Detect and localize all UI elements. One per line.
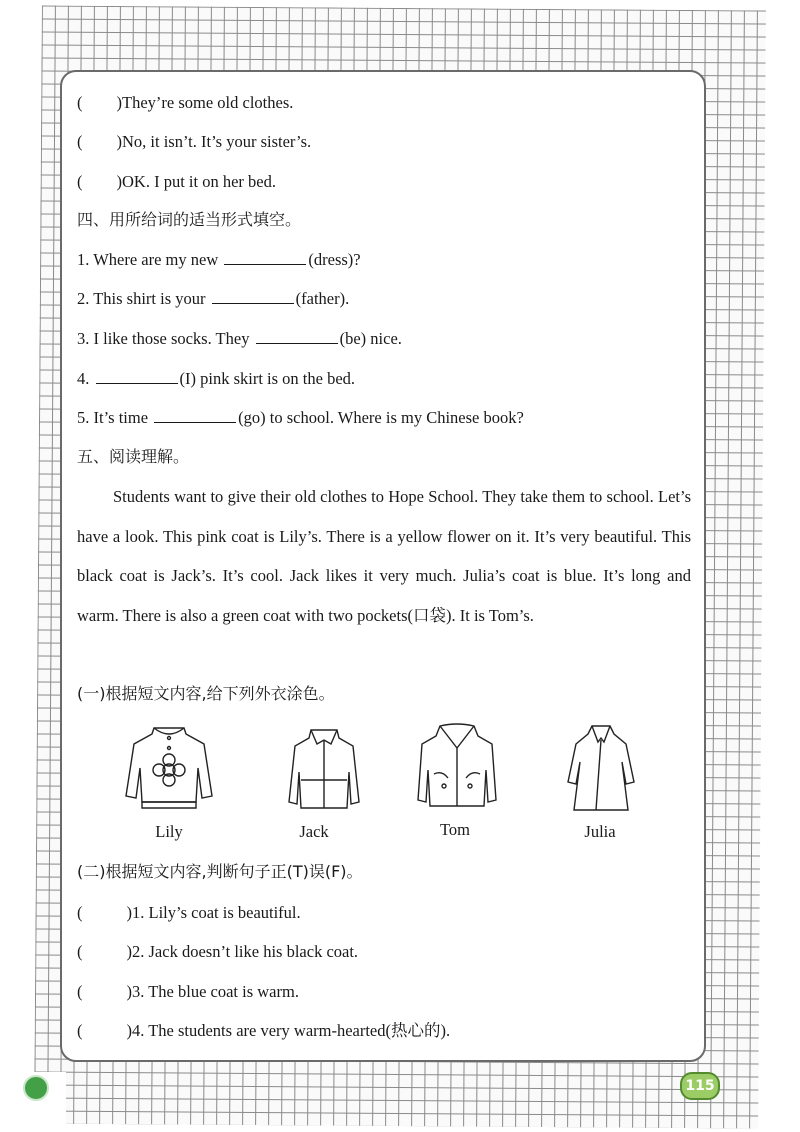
fill-blank-item: 2. This shirt is your (father). [77,289,350,308]
judgement-item: ( )2. Jack doesn’t like his black coat. [77,942,359,961]
answer-blank[interactable] [224,250,306,265]
judgement-item: ( )1. Lily’s coat is beautiful. [77,903,301,922]
answer-blank[interactable] [154,408,236,423]
coat-label-lily: Lily [155,822,183,841]
flower-coat-icon [124,722,214,814]
jacket-icon [279,722,369,814]
section5-heading: 五、阅读理解。 [77,447,190,466]
judgement-item: ( )3. The blue coat is warm. [77,982,299,1001]
long-coat-icon [556,722,646,814]
page-number-badge: 115 [680,1072,720,1100]
part2-heading: (二)根据短文内容,判断句子正(T)误(F)。 [77,862,363,881]
coat-label-julia: Julia [584,822,616,841]
dialog-answer-line: ( )No, it isn’t. It’s your sister’s. [77,132,312,151]
coat-label-jack: Jack [299,822,329,841]
judgement-item: ( )4. The students are very warm-hearted(热心的). [77,1021,451,1040]
fill-blank-item: 1. Where are my new (dress)? [77,250,361,269]
fill-blank-item: 5. It’s time (go) to school. Where is my Chinese book? [77,408,524,427]
publisher-logo [6,1072,66,1128]
section4-heading: 四、用所给词的适当形式填空。 [77,210,302,229]
reading-passage: Students want to give their old clothes to Hope School. They take them to school. Let’s have a look. This pink coat is Lily’s. There is a yellow flower on it. It’s very beautiful. This black coat is Jack’s. It’s cool. Jack likes it very much. Julia’s coat is blue. It’s long and warm. There is also a green coat with two pockets(口袋). It is Tom’s. [77,487,691,625]
dialog-answer-line: ( )They’re some old clothes. [77,93,294,112]
pocket-coat-icon [412,722,502,814]
part1-heading: (一)根据短文内容,给下列外衣涂色。 [77,684,335,703]
answer-blank[interactable] [256,329,338,344]
answer-blank[interactable] [96,369,178,384]
fill-blank-item: 4. (I) pink skirt is on the bed. [77,369,356,388]
fill-blank-item: 3. I like those socks. They (be) nice. [77,329,402,348]
logo-emblem-icon [23,1075,49,1101]
answer-blank[interactable] [212,289,294,304]
coat-label-tom: Tom [439,820,470,839]
dialog-answer-line: ( )OK. I put it on her bed. [77,172,276,191]
